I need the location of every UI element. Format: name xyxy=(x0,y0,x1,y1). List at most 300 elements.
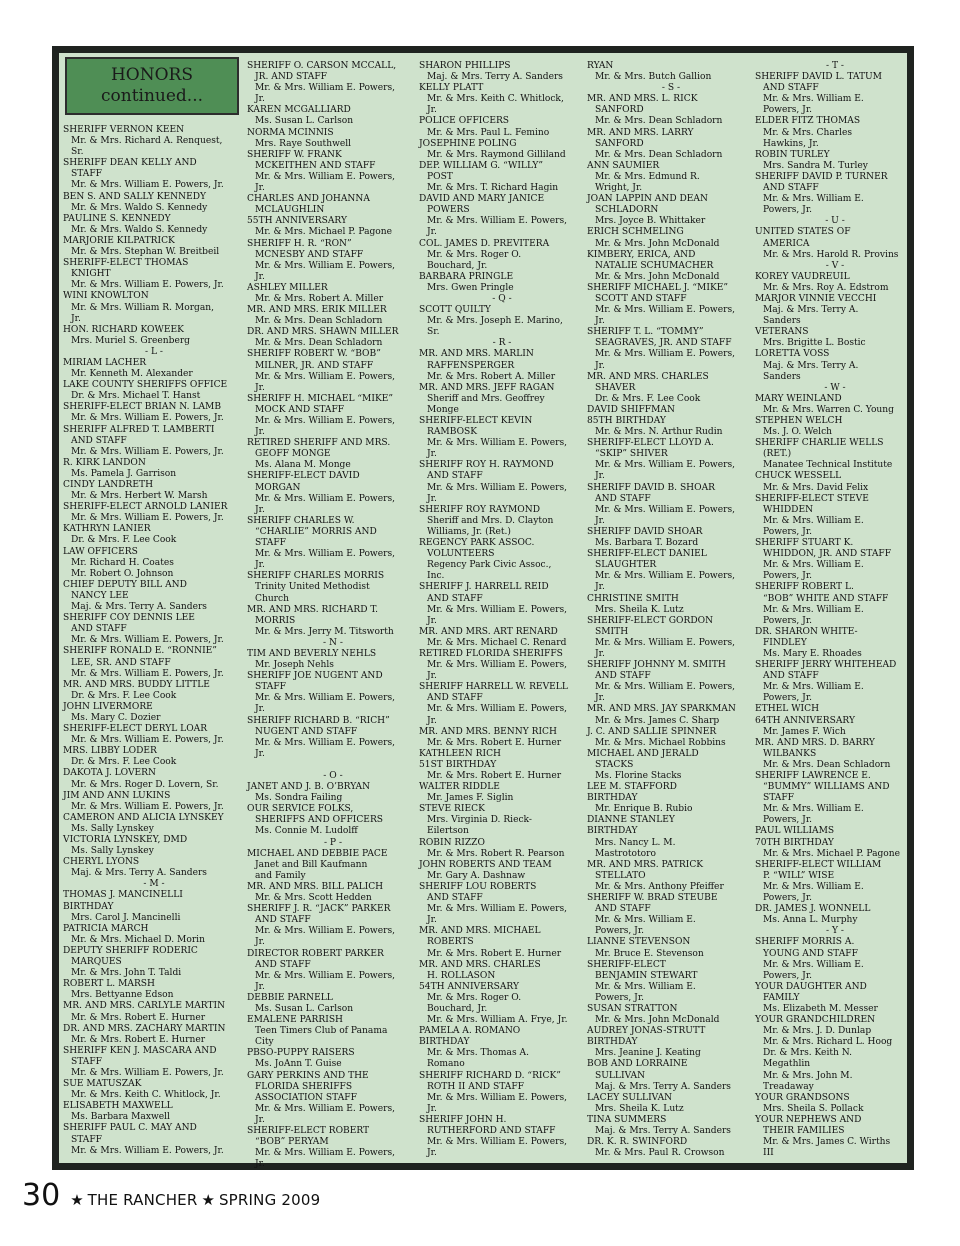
honor-donor-line: Ms. Mary C. Dozier xyxy=(71,712,161,723)
honor-donor-line: Ms. Connie M. Ludolff xyxy=(255,826,358,837)
honor-donor-line: Ms. Mary E. Rhoades xyxy=(763,648,862,659)
honor-donor-line: Mr. James F. Wich xyxy=(763,726,846,737)
honoree-line: MR. AND MRS. CHARLES xyxy=(587,371,709,382)
honor-donor-line: Jr. xyxy=(255,94,265,105)
honoree-line: BIRTHDAY xyxy=(587,793,638,804)
honoree-line: SHERIFF JERRY WHITEHEAD xyxy=(755,660,897,671)
honor-donor-line: Jr. xyxy=(595,360,605,371)
honoree-line: SHERIFF ROY H. RAYMOND xyxy=(419,460,554,471)
honor-donor-line: MCNESBY AND STAFF xyxy=(255,249,364,260)
honors-column-1 xyxy=(63,125,245,1157)
honor-donor-line: Mr. & Mrs. William E. Powers, Jr. xyxy=(71,280,224,291)
honor-donor-line: SMITH xyxy=(595,626,629,637)
honor-donor-line: Jr. xyxy=(427,615,437,626)
honor-donor-line: Mr. & Mrs. William E. Powers, xyxy=(595,637,736,648)
honoree-line: ELISABETH MAXWELL xyxy=(63,1101,173,1112)
honoree-line: 70TH BIRTHDAY xyxy=(755,837,834,848)
honor-donor-line: Mr. & Mrs. William E. Powers, xyxy=(427,1092,568,1103)
honoree-line: CINDY LANDRETH xyxy=(63,480,154,490)
honoree-line: SHERIFF ROBERT L. xyxy=(755,582,854,593)
honor-donor-line: Mr. & Mrs. William E. Powers, xyxy=(255,493,396,504)
honor-donor-line: Mr. & Mrs. Michael D. Morin xyxy=(71,934,205,945)
honor-donor-line: Mr. & Mrs. William E. Powers, xyxy=(595,305,736,316)
honor-donor-line: Mr. & Mrs. Waldo S. Kennedy xyxy=(71,202,208,213)
honor-donor-line: STAFF xyxy=(71,169,102,180)
honor-donor-line: AMERICA xyxy=(763,238,810,249)
honor-donor-line: Powers, Jr. xyxy=(595,926,645,937)
honor-donor-line: Ms. Sally Lynskey xyxy=(71,846,154,857)
honor-donor-line: Jr. xyxy=(427,449,437,460)
honor-donor-line: Mr. & Mrs. J. D. Dunlap xyxy=(763,1026,872,1037)
honor-donor-line: Mr. & Mrs. William A. Frye, Jr. xyxy=(427,1015,568,1026)
honor-donor-line: Mr. James F. Siglin xyxy=(427,793,514,804)
honor-donor-line: Mr. & Mrs. Richard L. Hoog xyxy=(763,1037,893,1048)
honoree-line: NORMA MCINNIS xyxy=(247,127,334,138)
honor-donor-line: WILBANKS xyxy=(763,748,817,759)
honor-donor-line: Regency Park Civic Assoc., xyxy=(427,560,552,571)
letter-divider: - U - xyxy=(825,216,845,227)
honor-donor-line: AND STAFF xyxy=(427,693,483,704)
honoree-line: SHERIFF W. BRAD STEUBE xyxy=(587,893,718,904)
page-footer xyxy=(22,1178,320,1214)
honor-donor-line: Ms. Florine Stacks xyxy=(595,771,682,781)
honor-donor-line: Mr. & Mrs. William E. xyxy=(763,560,864,571)
honoree-line: SHERIFF PAUL C. MAY AND xyxy=(63,1123,197,1134)
honoree-line: DR. JAMES J. WONNELL xyxy=(755,904,871,915)
honor-donor-line: Mr. & Mrs. William E. Powers, xyxy=(427,904,568,915)
honoree-line: ROBIN TURLEY xyxy=(755,149,830,160)
honor-donor-line: Mr. & Mrs. William E. Powers, xyxy=(427,1137,568,1148)
honors-column-2 xyxy=(247,61,419,1170)
honor-donor-line: BENJAMIN STEWART xyxy=(595,970,698,981)
honor-donor-line: Dr. & Mrs. F. Lee Cook xyxy=(71,690,177,701)
honoree-line: GARY PERKINS AND THE xyxy=(247,1070,369,1081)
honoree-line: SHERIFF JOHNNY M. SMITH xyxy=(587,660,726,671)
honor-donor-line: Mr. & Mrs. John McDonald xyxy=(595,238,720,249)
honor-donor-line: Mr. & Mrs. Michael Robbins xyxy=(595,737,726,748)
honor-donor-line: Mr. & Mrs. William E. Powers, xyxy=(427,660,568,671)
honor-donor-line: STELLATO xyxy=(595,870,646,881)
honoree-line: ROBIN RIZZO xyxy=(419,837,485,848)
honoree-line: SHERIFF-ELECT THOMAS xyxy=(63,258,189,269)
honor-donor-line: Ms. Susan L. Carlson xyxy=(255,1003,354,1014)
honor-donor-line: Jr. xyxy=(427,915,437,926)
honor-donor-line: Jr. xyxy=(595,582,605,593)
honor-donor-line: ROTH II AND STAFF xyxy=(427,1081,524,1092)
honor-donor-line: Mrs. Nancy L. M. xyxy=(595,837,676,848)
honoree-line: RETIRED FLORIDA SHERIFFS xyxy=(419,648,563,659)
honor-donor-line: Mr. & Mrs. William E. Powers, xyxy=(427,216,568,227)
honor-donor-line: Mrs. Muriel S. Greenberg xyxy=(71,335,191,346)
honoree-line: SHERIFF-ELECT BRIAN N. LAMB xyxy=(63,402,222,413)
honor-donor-line: SANFORD xyxy=(595,138,644,149)
honor-donor-line: Maj. & Mrs. Terry A. Sanders xyxy=(595,1126,731,1136)
honoree-line: SHERIFF LAWRENCE E. xyxy=(755,771,871,781)
honoree-line: SHERIFF CHARLIE WELLS xyxy=(755,438,884,449)
honor-donor-line: Mr. & Mrs. Robert E. Hurner xyxy=(427,948,562,959)
honoree-line: 54TH ANNIVERSARY xyxy=(419,981,519,992)
honor-donor-line: Mr. & Mrs. William E. Powers, xyxy=(427,704,568,715)
honoree-line: TIM AND BEVERLY NEHLS xyxy=(247,648,377,659)
honoree-line: SHERIFF-ELECT STEVE xyxy=(755,493,869,504)
honoree-line: BIRTHDAY xyxy=(63,901,114,912)
honor-donor-line: Mr. & Mrs. Jerry M. Titsworth xyxy=(255,626,394,637)
honoree-line: 85TH BIRTHDAY xyxy=(587,416,666,426)
honor-donor-line: Williams, Jr. (Ret.) xyxy=(427,526,511,537)
honor-donor-line: Mr. & Mrs. Robert E. Hurner xyxy=(71,1012,206,1023)
honor-donor-line: STAFF xyxy=(255,682,286,693)
honor-donor-line: Hawkins, Jr. xyxy=(763,138,819,149)
honoree-line: LEE M. STAFFORD xyxy=(587,782,677,793)
honoree-line: MR. AND MRS. MICHAEL xyxy=(419,926,541,937)
honor-donor-line: SHERIFFS AND OFFICERS xyxy=(255,815,384,826)
honor-donor-line: Jr. xyxy=(427,715,437,726)
honor-donor-line: AND STAFF xyxy=(763,671,819,682)
honoree-line: KOREY VAUDREUIL xyxy=(755,271,850,282)
honoree-line: WALTER RIDDLE xyxy=(419,782,500,793)
honoree-line: LIANNE STEVENSON xyxy=(587,937,691,948)
honoree-line: STEVE RIECK xyxy=(419,804,485,815)
honoree-line: WINI KNOWLTON xyxy=(63,291,149,302)
honor-donor-line: Powers, Jr. xyxy=(763,205,813,216)
honor-donor-line: Mr. & Mrs. Waldo S. Kennedy xyxy=(71,224,208,235)
honor-donor-line: Mrs. Sheila K. Lutz xyxy=(595,604,684,615)
honor-donor-line: THEIR FAMILIES xyxy=(763,1126,845,1136)
honor-donor-line: Jr. xyxy=(255,704,265,715)
honor-donor-line: Mr. & Mrs. William E. xyxy=(595,981,696,992)
honor-donor-line: Mr. & Mrs. David Felix xyxy=(763,482,869,493)
honor-donor-line: H. ROLLASON xyxy=(427,970,496,981)
honor-donor-line: ROBERTS xyxy=(427,937,474,948)
honoree-line: KIMBERY, ERICA, AND xyxy=(587,249,696,260)
honoree-line: SHERIFF JOHN H. xyxy=(419,1114,507,1125)
honor-donor-line: Mr. & Mrs. Dean Schladorn xyxy=(763,759,891,770)
honoree-line: MIRIAM LACHER xyxy=(63,357,147,368)
honor-donor-line: STAFF xyxy=(71,1056,102,1067)
honor-donor-line: Mr. & Mrs. Michael C. Renard xyxy=(427,637,567,648)
honor-donor-line: AND STAFF xyxy=(427,593,483,604)
honor-donor-line: AND STAFF xyxy=(71,624,127,635)
honors-column-3 xyxy=(419,61,585,1157)
issue-date: SPRING 2009 xyxy=(218,1191,321,1209)
honoree-line: SHERIFF COY DENNIS LEE xyxy=(63,613,195,624)
letter-divider: - Q - xyxy=(492,293,512,304)
honor-donor-line: Mr. & Mrs. Dean Schladorn xyxy=(255,338,383,349)
honoree-line: BEN S. AND SALLY KENNEDY xyxy=(63,191,207,202)
honor-donor-line: Ms. J. O. Welch xyxy=(763,427,833,438)
honoree-line: JOSEPHINE POLING xyxy=(419,138,517,149)
honoree-line: MR. AND MRS. CHARLES xyxy=(419,959,541,970)
honoree-line: DAVID AND MARY JANICE xyxy=(419,194,545,205)
honoree-line: JIM AND ANN LUKINS xyxy=(63,790,171,801)
honor-donor-line: Jr. xyxy=(255,1159,265,1170)
honoree-line: UNITED STATES OF xyxy=(755,227,851,238)
honor-donor-line: Powers, Jr. xyxy=(763,571,813,582)
honoree-line: VETERANS xyxy=(755,327,809,338)
honor-donor-line: FLORIDA SHERIFFS xyxy=(255,1081,353,1092)
honor-donor-line: Mrs. Joyce B. Whittaker xyxy=(595,216,706,227)
honor-donor-line: Jr. xyxy=(255,560,265,571)
honoree-line: CHIEF DEPUTY BILL AND xyxy=(63,579,187,590)
honor-donor-line: Eilertson xyxy=(427,826,469,837)
honoree-line: SHERIFF RONALD E. “RONNIE” xyxy=(63,646,217,657)
honor-donor-line: Jr. xyxy=(255,1114,265,1125)
honor-donor-line: Jr. xyxy=(427,105,437,116)
honoree-line: AUDREY JONAS-STRUTT xyxy=(587,1026,706,1037)
honoree-line: RYAN xyxy=(587,61,614,71)
honor-donor-line: Sheriff and Mrs. Geoffrey xyxy=(427,393,545,404)
honor-donor-line: Sanders xyxy=(763,316,801,327)
honor-donor-line: Powers, Jr. xyxy=(763,815,813,826)
honor-donor-line: Mr. & Mrs. William E. Powers, Jr. xyxy=(71,668,224,679)
honoree-line: MR. AND MRS. JEFF RAGAN xyxy=(419,382,555,393)
page-number: 30 xyxy=(22,1178,61,1213)
honor-donor-line: Jr. xyxy=(427,1103,437,1114)
honor-donor-line: Mastrototoro xyxy=(595,848,656,859)
honor-donor-line: III xyxy=(763,1148,774,1159)
honoree-line: CHARLES AND JOHANNA xyxy=(247,194,370,205)
honoree-line: SHERIFF H. MICHAEL “MIKE” xyxy=(247,393,394,404)
honoree-line: DR. AND MRS. ZACHARY MARTIN xyxy=(63,1023,226,1034)
honor-donor-line: Mr. & Mrs. William E. Powers, Jr. xyxy=(71,180,224,191)
honor-donor-line: Treadaway xyxy=(763,1081,814,1092)
honoree-line: MICHAEL AND DEBBIE PACE xyxy=(247,848,388,859)
honoree-line: JOAN LAPPIN AND DEAN xyxy=(587,194,708,205)
honoree-line: STEPHEN WELCH xyxy=(755,416,843,426)
honor-donor-line: Mr. & Mrs. William E. xyxy=(763,604,864,615)
honor-donor-line: (RET.) xyxy=(763,449,792,460)
honor-donor-line: Mr. & Mrs. John McDonald xyxy=(595,1015,720,1026)
honoree-line: MR. AND MRS. MARLIN xyxy=(419,349,534,360)
honor-donor-line: Mr. & Mrs. Roger O. xyxy=(427,249,522,260)
honor-donor-line: Mr. & Mrs. William E. Powers, xyxy=(595,682,736,693)
honoree-line: VICTORIA LYNSKEY, DMD xyxy=(63,835,188,845)
honor-donor-line: Mr. & Mrs. John T. Taldi xyxy=(71,968,182,979)
honor-donor-line: Ms. Barbara Maxwell xyxy=(71,1112,170,1123)
honors-list-frame xyxy=(52,46,914,1170)
honoree-line: YOUR NEPHEWS AND xyxy=(755,1114,862,1125)
honoree-line: JOHN LIVERMORE xyxy=(63,701,153,712)
honoree-line: DAVID SHIFFMAN xyxy=(587,404,675,415)
honor-donor-line: Powers, Jr. xyxy=(763,693,813,704)
honoree-line: SHERIFF W. FRANK xyxy=(247,149,342,160)
honor-donor-line: Mr. & Mrs. William E. Powers, xyxy=(595,349,736,360)
honoree-line: DR. AND MRS. SHAWN MILLER xyxy=(247,327,399,338)
honoree-line: MR. AND MRS. PATRICK xyxy=(587,859,704,870)
honoree-line: CHRISTINE SMITH xyxy=(587,593,679,604)
letter-divider: - L - xyxy=(145,346,163,357)
honoree-line: SHERIFF J. HARRELL REID xyxy=(419,582,549,593)
honoree-line: SHERIFF MICHAEL J. “MIKE” xyxy=(587,282,729,293)
honoree-line: ANN SAUMIER xyxy=(587,160,660,171)
honoree-line: MR. AND MRS. BUDDY LITTLE xyxy=(63,679,210,690)
honoree-line: SHERIFF-ELECT DERYL LOAR xyxy=(63,724,208,735)
honor-donor-line: RUTHERFORD AND STAFF xyxy=(427,1126,556,1136)
honoree-line: SHERIFF ALFRED T. LAMBERTI xyxy=(63,424,215,435)
honor-donor-line: Mr. & Mrs. William E. xyxy=(595,915,696,926)
honor-donor-line: Mr. & Mrs. William E. Powers, xyxy=(255,1103,396,1114)
honor-donor-line: Mr. & Mrs. Robert E. Hurner xyxy=(427,737,562,748)
honoree-line: LAW OFFICERS xyxy=(63,546,138,557)
honoree-line: SHERIFF-ELECT DAVID xyxy=(247,471,360,482)
honor-donor-line: POWERS xyxy=(427,205,470,216)
honoree-line: DEP. WILLIAM G. “WILLY” xyxy=(419,160,544,171)
honor-donor-line: Mr. & Mrs. Keith C. Whitlock, xyxy=(427,94,564,105)
honoree-line: DR. SHARON WHITE- xyxy=(755,626,858,637)
honor-donor-line: Mr. & Mrs. Scott Hedden xyxy=(255,893,372,904)
honoree-line: 55TH ANNIVERSARY xyxy=(247,216,347,227)
honoree-line: MR. AND MRS. D. BARRY xyxy=(755,737,875,748)
honors-heading-subtitle: continued... xyxy=(100,86,204,106)
honoree-line: JANET AND J. B. O’BRYAN xyxy=(247,782,371,793)
honor-donor-line: Bouchard, Jr. xyxy=(427,260,488,271)
honor-donor-line: Mr. & Mrs. Richard A. Renquest, xyxy=(71,136,223,147)
honor-donor-line: Powers, Jr. xyxy=(763,105,813,116)
honor-donor-line: Sr. xyxy=(71,147,84,158)
honor-donor-line: SULLIVAN xyxy=(595,1070,646,1081)
honor-donor-line: MARQUES xyxy=(71,957,122,968)
honor-donor-line: Mr. & Mrs. T. Richard Hagin xyxy=(427,183,559,194)
star-separator-icon: ★ xyxy=(70,1191,84,1209)
honors-column-5 xyxy=(755,61,915,1157)
honor-donor-line: Jr. xyxy=(255,981,265,992)
honor-donor-line: City xyxy=(255,1037,274,1048)
honoree-line: CHUCK WESSELL xyxy=(755,471,842,482)
honoree-line: ROBERT L. MARSH xyxy=(63,979,155,990)
honor-donor-line: Mr. & Mrs. Butch Gallion xyxy=(595,72,712,83)
honoree-line: OUR SERVICE FOLKS, xyxy=(247,804,354,815)
honoree-line: MRS. LIBBY LODER xyxy=(63,746,157,757)
honor-donor-line: Mr. & Mrs. Anthony Pfeiffer xyxy=(595,881,724,892)
honoree-line: SHERIFF HARRELL W. REVELL xyxy=(419,682,568,693)
honor-donor-line: Ms. Sondra Failing xyxy=(255,793,343,804)
honor-donor-line: Mrs. Sheila K. Lutz xyxy=(595,1103,684,1114)
honoree-line: KATHRYN LANIER xyxy=(63,524,151,535)
honor-donor-line: SCOTT AND STAFF xyxy=(595,293,687,304)
letter-divider: - O - xyxy=(323,771,343,781)
honor-donor-line: Mr. & Mrs. Robert E. Hurner xyxy=(71,1034,206,1045)
honoree-line: SUE MATUSZAK xyxy=(63,1079,142,1090)
honors-heading-box xyxy=(65,57,239,115)
honor-donor-line: Ms. Elizabeth M. Messer xyxy=(763,1003,878,1014)
honoree-line: LACEY SULLIVAN xyxy=(587,1092,673,1103)
honor-donor-line: MORGAN xyxy=(255,482,301,493)
honoree-line: SHERIFF-ELECT GORDON xyxy=(587,615,714,626)
letter-divider: - M - xyxy=(143,879,165,890)
honoree-line: COL. JAMES D. PREVITERA xyxy=(419,238,550,249)
honors-column-4 xyxy=(587,61,755,1157)
honor-donor-line: Sanders xyxy=(763,371,801,382)
honor-donor-line: Mr. & Mrs. Harold R. Provins xyxy=(763,249,899,260)
honor-donor-line: MILNER, JR. AND STAFF xyxy=(255,360,374,371)
honor-donor-line: FINDLEY xyxy=(763,637,807,648)
honoree-line: SHERIFF JOE NUGENT AND xyxy=(247,671,383,682)
honor-donor-line: AND STAFF xyxy=(427,893,483,904)
honor-donor-line: Jr. xyxy=(595,648,605,659)
honor-donor-line: Mr. & Mrs. William E. Powers, xyxy=(255,693,396,704)
letter-divider: - Y - xyxy=(826,926,844,937)
honor-donor-line: Ms. Pamela J. Garrison xyxy=(71,468,177,479)
honoree-line: REGENCY PARK ASSOC. xyxy=(419,538,535,549)
honoree-line: SHERIFF-ELECT DANIEL xyxy=(587,549,707,560)
letter-divider: - R - xyxy=(492,338,512,349)
honor-donor-line: Mr. & Mrs. William E. Powers, xyxy=(255,260,396,271)
honor-donor-line: Jr. xyxy=(427,227,437,238)
honor-donor-line: LEE, SR. AND STAFF xyxy=(71,657,171,668)
honoree-line: SHERIFF-ELECT xyxy=(587,959,666,970)
honor-donor-line: MOCK AND STAFF xyxy=(255,404,345,415)
honor-donor-line: Mrs. Carol J. Mancinelli xyxy=(71,912,181,923)
honor-donor-line: Mr. & Mrs. William E. Powers, xyxy=(595,571,736,582)
honoree-line: CAMERON AND ALICIA LYNSKEY xyxy=(63,812,224,823)
honor-donor-line: Mr. & Mrs. William E. Powers, Jr. xyxy=(71,635,224,646)
honoree-line: SHERIFF-ELECT ARNOLD LANIER xyxy=(63,502,228,513)
honor-donor-line: Powers, Jr. xyxy=(763,970,813,981)
honoree-line: SHERIFF ROY RAYMOND xyxy=(419,504,541,515)
honor-donor-line: AND STAFF xyxy=(595,904,651,915)
honor-donor-line: Mr. & Mrs. William E. Powers, Jr. xyxy=(71,446,224,457)
honoree-line: BIRTHDAY xyxy=(587,1037,638,1048)
honor-donor-line: SEAGRAVES, JR. AND STAFF xyxy=(595,338,732,349)
honor-donor-line: Jr. xyxy=(71,313,81,324)
honor-donor-line: Maj. & Mrs. Terry A. Sanders xyxy=(71,868,207,879)
honor-donor-line: “BOB” WHITE AND STAFF xyxy=(763,593,889,604)
honoree-line: YOUR GRANDCHILDREN xyxy=(755,1015,876,1026)
honoree-line: MR. AND MRS. CARLYLE MARTIN xyxy=(63,1001,226,1012)
honoree-line: 51ST BIRTHDAY xyxy=(419,759,497,770)
honor-donor-line: Mr. & Mrs. William E. Powers, xyxy=(255,416,396,426)
honor-donor-line: SHAVER xyxy=(595,382,636,393)
honor-donor-line: Powers, Jr. xyxy=(595,992,645,1003)
honor-donor-line: Mr. & Mrs. Paul R. Crowson xyxy=(595,1148,725,1159)
honor-donor-line: Mr. & Mrs. William E. Powers, Jr. xyxy=(71,735,224,746)
honoree-line: SCOTT QUILTY xyxy=(419,305,491,316)
honoree-line: BIRTHDAY xyxy=(419,1037,470,1048)
honoree-line: SHERIFF DAVID L. TATUM xyxy=(755,72,882,83)
honoree-line: SHERIFF T. L. “TOMMY” xyxy=(587,327,704,338)
honor-donor-line: Mr. & Mrs. Robert A. Miller xyxy=(427,371,556,382)
honoree-line: SHERIFF CHARLES W. xyxy=(247,515,355,526)
honor-donor-line: AND STAFF xyxy=(595,671,651,682)
honor-donor-line: Mr. & Mrs. William E. Powers, Jr. xyxy=(71,413,224,424)
honor-donor-line: Mr. & Mrs. Charles xyxy=(763,127,853,138)
honor-donor-line: NANCY LEE xyxy=(71,590,129,601)
honoree-line: SHERIFF-ELECT ROBERT xyxy=(247,1126,370,1136)
honor-donor-line: Mr. Enrique B. Rubio xyxy=(595,804,693,815)
honoree-line: YOUR DAUGHTER AND xyxy=(755,981,867,992)
honor-donor-line: STAFF xyxy=(71,1134,102,1145)
honor-donor-line: SCHLADORN xyxy=(595,205,659,216)
honor-donor-line: FAMILY xyxy=(763,992,800,1003)
honor-donor-line: Jr. xyxy=(595,316,605,327)
honoree-line: PAUL WILLIAMS xyxy=(755,826,835,837)
honor-donor-line: Mr. Kenneth M. Alexander xyxy=(71,369,193,380)
honor-donor-line: Jr. xyxy=(595,471,605,482)
honoree-line: DEPUTY SHERIFF RODERIC xyxy=(63,945,198,956)
honor-donor-line: Mr. & Mrs. William E. xyxy=(763,682,864,693)
honor-donor-line: Dr. & Mrs. F. Lee Cook xyxy=(595,393,701,404)
honoree-line: LAKE COUNTY SHERIFFS OFFICE xyxy=(63,380,228,391)
honor-donor-line: Mr. & Mrs. Joseph E. Marino, xyxy=(427,316,563,327)
honor-donor-line: Mr. Bruce E. Stevenson xyxy=(595,948,704,959)
honoree-line: PAMELA A. ROMANO xyxy=(419,1026,521,1037)
honor-donor-line: “BUMMY” WILLIAMS AND xyxy=(763,782,890,793)
honor-donor-line: Wright, Jr. xyxy=(595,183,643,194)
honoree-line: SHERIFF MORRIS A. xyxy=(755,937,855,948)
honoree-line: HON. RICHARD KOWEEK xyxy=(63,324,184,335)
honor-donor-line: Mr. & Mrs. Roy A. Edstrom xyxy=(763,282,889,293)
honoree-line: BARBARA PRINGLE xyxy=(419,271,514,282)
